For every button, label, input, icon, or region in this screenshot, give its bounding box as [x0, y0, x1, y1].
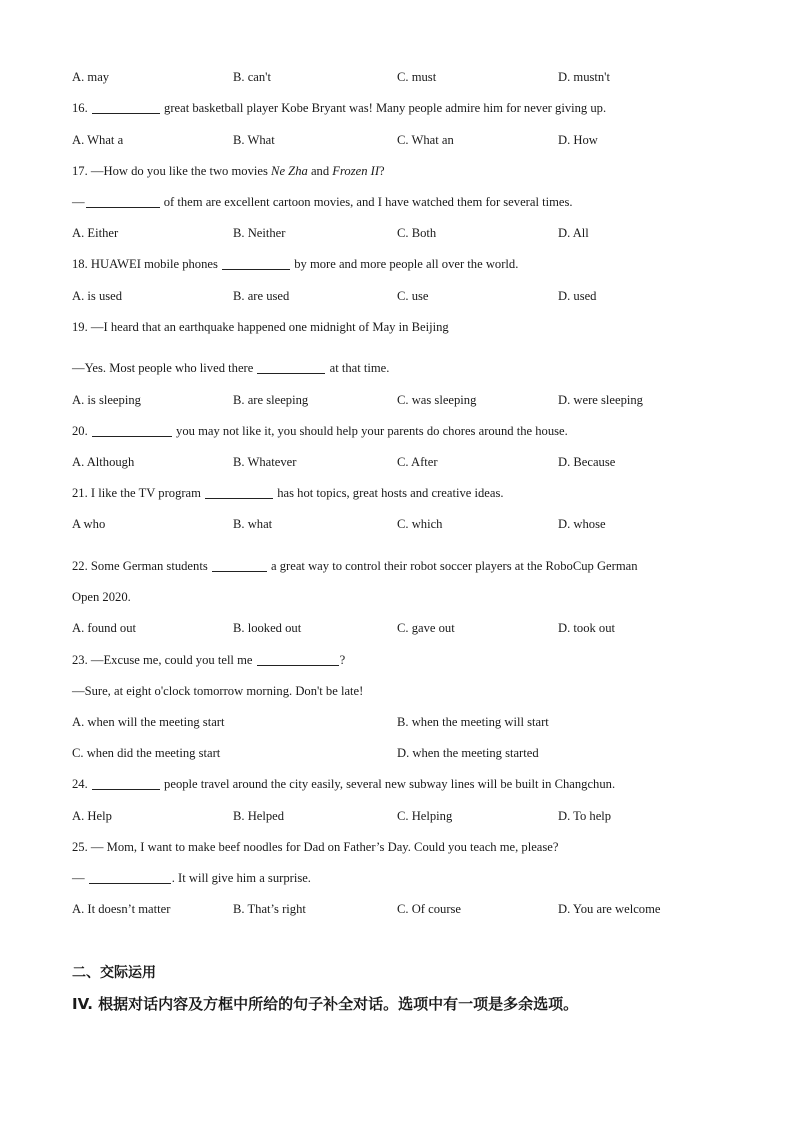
- q18-option-d: D. used: [558, 289, 597, 303]
- q22-option-d: D. took out: [558, 621, 616, 635]
- answer-blank: [222, 257, 290, 270]
- q22-stem-continued: Open 2020.: [72, 590, 131, 604]
- answer-blank: [257, 653, 339, 666]
- q15-option-a: A. may: [72, 70, 110, 84]
- q18-option-a: A. is used: [72, 289, 123, 303]
- q20-option-a: A. Although: [72, 455, 135, 469]
- q17-response: — of them are excellent cartoon movies, and I have watched them for several times.: [72, 195, 573, 209]
- q18-option-b: B. are used: [233, 289, 290, 303]
- answer-blank: [86, 195, 160, 208]
- q21-stem: 21. I like the TV program has hot topics, great hosts and creative ideas.: [72, 486, 504, 500]
- q16-option-c: C. What an: [397, 133, 454, 147]
- q20-option-d: D. Because: [558, 455, 616, 469]
- q15-option-b: B. can't: [233, 70, 271, 84]
- section-instruction: IV. 根据对话内容及方框中所给的句子补全对话。选项中有一项是多余选项。: [72, 995, 579, 1013]
- answer-blank: [257, 361, 325, 374]
- q19-option-d: D. were sleeping: [558, 393, 643, 407]
- q15-option-c: C. must: [397, 70, 437, 84]
- q19-response: —Yes. Most people who lived there at that time.: [72, 361, 390, 375]
- q25-option-c: C. Of course: [397, 902, 462, 916]
- answer-blank: [205, 486, 273, 499]
- q17-option-d: D. All: [558, 226, 589, 240]
- q22-stem: 22. Some German students a great way to control their robot soccer players at the RoboCup German: [72, 559, 638, 573]
- answer-blank: [92, 424, 172, 437]
- q22-option-c: C. gave out: [397, 621, 455, 635]
- answer-blank: [92, 101, 160, 114]
- q24-option-a: A. Help: [72, 809, 112, 823]
- q24-option-b: B. Helped: [233, 809, 285, 823]
- q16-option-a: A. What a: [72, 133, 124, 147]
- q16-option-b: B. What: [233, 133, 275, 147]
- q21-option-d: D. whose: [558, 517, 606, 531]
- q17-stem: 17. —How do you like the two movies Ne Zha and Frozen II?: [72, 164, 385, 178]
- q18-option-c: C. use: [397, 289, 429, 303]
- q20-stem: 20. you may not like it, you should help your parents do chores around the house.: [72, 424, 568, 438]
- q17-option-a: A. Either: [72, 226, 119, 240]
- q23-stem: 23. —Excuse me, could you tell me ?: [72, 653, 346, 667]
- q23-response: —Sure, at eight o'clock tomorrow morning. Don't be late!: [72, 684, 364, 698]
- answer-blank: [89, 871, 171, 884]
- movie-title: Ne Zha: [271, 164, 308, 178]
- q15-option-d: D. mustn't: [558, 70, 610, 84]
- q25-option-a: A. It doesn’t matter: [72, 902, 171, 916]
- q17-option-b: B. Neither: [233, 226, 286, 240]
- q21-option-b: B. what: [233, 517, 273, 531]
- q19-option-c: C. was sleeping: [397, 393, 477, 407]
- q16-option-d: D. How: [558, 133, 598, 147]
- q25-stem: 25. — Mom, I want to make beef noodles for Dad on Father’s Day. Could you teach me, please?: [72, 840, 559, 854]
- q24-option-c: C. Helping: [397, 809, 453, 823]
- q23-option-b: B. when the meeting will start: [397, 715, 549, 729]
- q25-option-b: B. That’s right: [233, 902, 306, 916]
- q22-option-b: B. looked out: [233, 621, 302, 635]
- section-title: 二、交际运用: [72, 965, 156, 981]
- q19-option-a: A. is sleeping: [72, 393, 141, 407]
- answer-blank: [212, 559, 267, 572]
- q25-option-d: D. You are welcome: [558, 902, 661, 916]
- answer-blank: [92, 777, 160, 790]
- q19-option-b: B. are sleeping: [233, 393, 309, 407]
- movie-title: Frozen II: [332, 164, 380, 178]
- q19-stem: 19. —I heard that an earthquake happened one midnight of May in Beijing: [72, 320, 449, 334]
- q23-option-d: D. when the meeting started: [397, 746, 539, 760]
- q25-response: — . It will give him a surprise.: [72, 871, 311, 885]
- q20-option-c: C. After: [397, 455, 438, 469]
- q24-option-d: D. To help: [558, 809, 612, 823]
- q24-stem: 24. people travel around the city easily, several new subway lines will be built in Changchun.: [72, 777, 616, 791]
- q22-option-a: A. found out: [72, 621, 137, 635]
- q21-option-a: A who: [72, 517, 106, 531]
- q17-option-c: C. Both: [397, 226, 437, 240]
- q23-option-c: C. when did the meeting start: [72, 746, 221, 760]
- q23-option-a: A. when will the meeting start: [72, 715, 225, 729]
- q16-stem: 16. great basketball player Kobe Bryant was! Many people admire him for never giving up.: [72, 101, 607, 115]
- q18-stem: 18. HUAWEI mobile phones by more and more people all over the world.: [72, 257, 519, 271]
- q21-option-c: C. which: [397, 517, 443, 531]
- q20-option-b: B. Whatever: [233, 455, 297, 469]
